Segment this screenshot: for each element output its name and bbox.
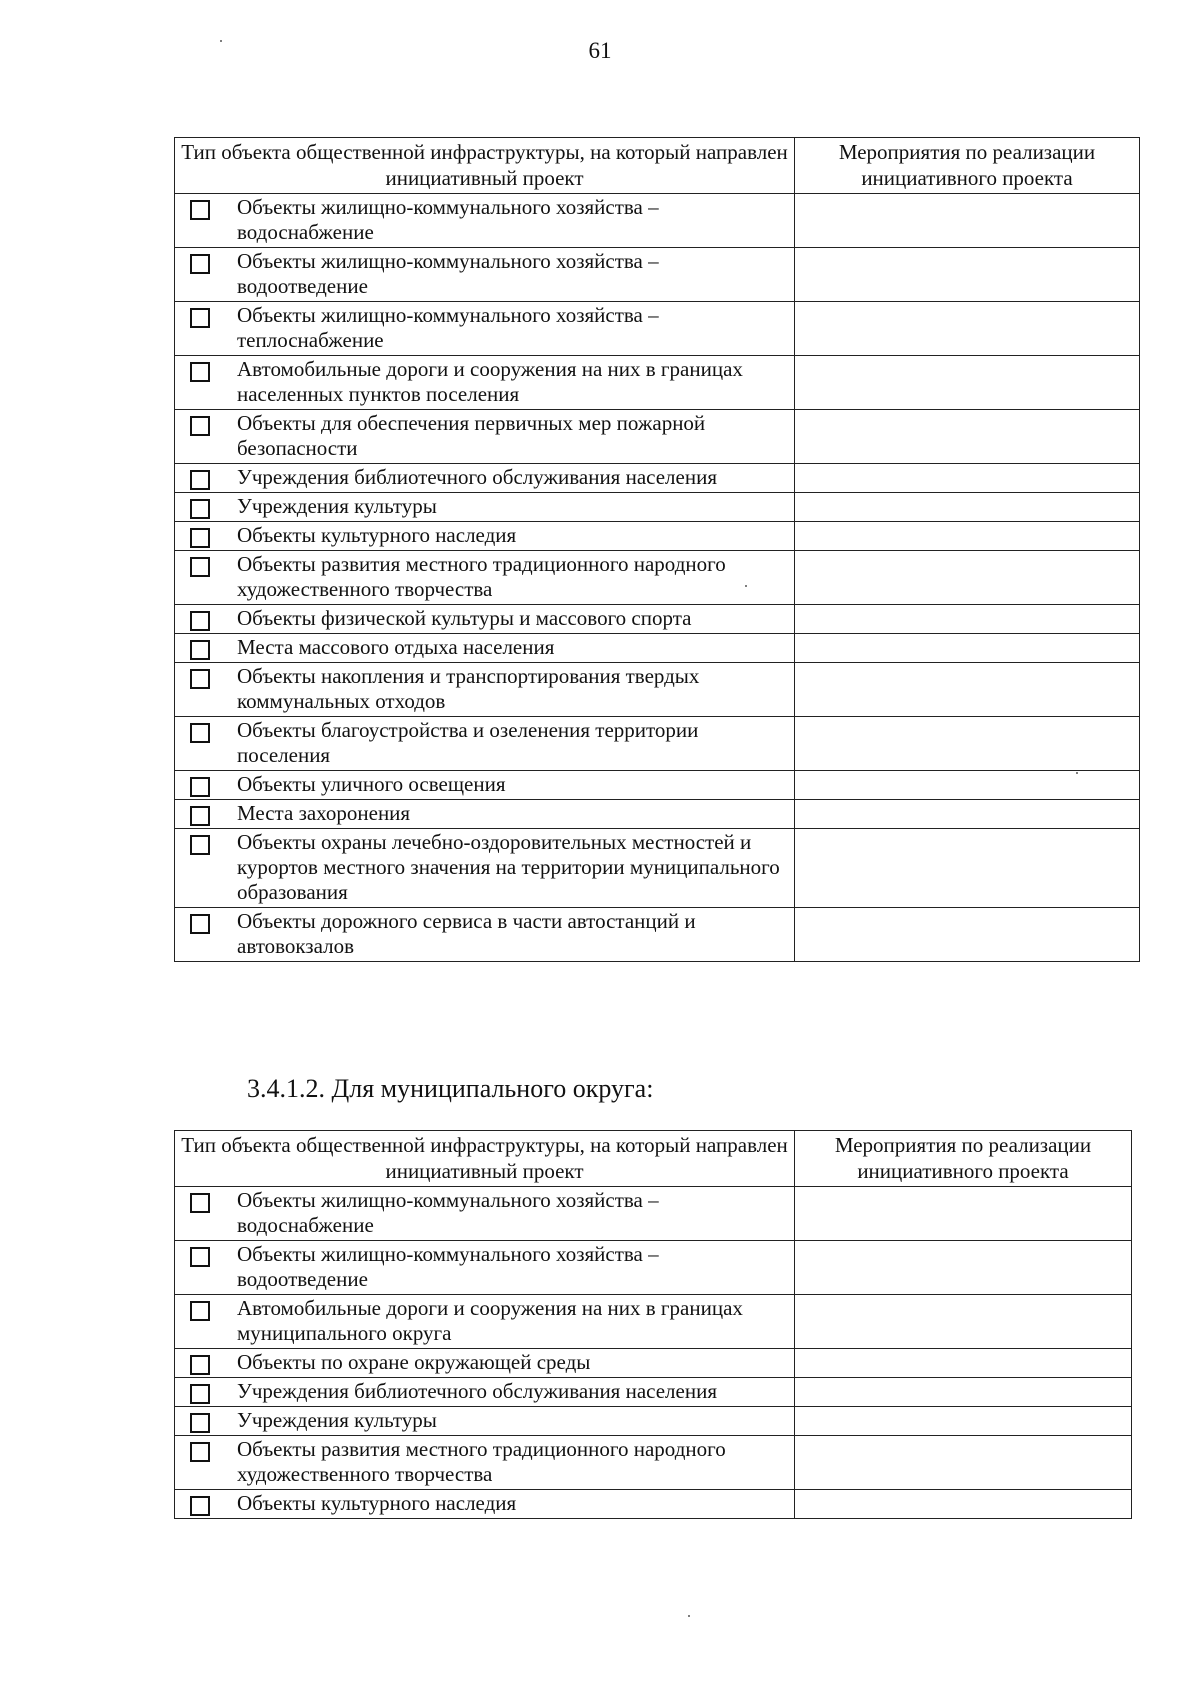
object-type-label: Объекты жилищно-коммунального хозяйства – водоотведение [237, 249, 659, 298]
object-type-checkbox[interactable] [190, 1247, 210, 1267]
measures-cell[interactable] [795, 634, 1140, 663]
measures-cell[interactable] [795, 194, 1140, 248]
table-header-row [175, 138, 1140, 194]
object-type-label: Объекты культурного наследия [237, 1491, 517, 1515]
object-type-cell [175, 663, 795, 717]
object-type-checkbox[interactable] [190, 1384, 210, 1404]
measures-cell[interactable] [795, 1187, 1132, 1241]
measures-cell[interactable] [795, 551, 1140, 605]
object-type-label: Учреждения библиотечного обслуживания населения [237, 1379, 717, 1403]
object-type-checkbox[interactable] [190, 1413, 210, 1433]
measures-cell[interactable] [795, 1349, 1132, 1378]
object-type-checkbox[interactable] [190, 914, 210, 934]
object-type-checkbox[interactable] [190, 362, 210, 382]
measures-cell[interactable] [795, 302, 1140, 356]
measures-cell[interactable] [795, 493, 1140, 522]
measures-cell[interactable] [795, 1295, 1132, 1349]
object-type-cell [175, 605, 795, 634]
object-type-checkbox[interactable] [190, 1442, 210, 1462]
measures-cell[interactable] [795, 1378, 1132, 1407]
table-row [175, 829, 1140, 908]
table-row [175, 908, 1140, 962]
object-type-checkbox[interactable] [190, 470, 210, 490]
object-type-cell [175, 493, 795, 522]
object-type-cell [175, 1378, 795, 1407]
table-row [175, 302, 1140, 356]
object-type-cell [175, 1349, 795, 1378]
object-type-checkbox[interactable] [190, 308, 210, 328]
measures-cell[interactable] [795, 800, 1140, 829]
object-type-label: Учреждения культуры [237, 1408, 437, 1432]
object-type-cell [175, 194, 795, 248]
object-type-label: Объекты физической культуры и массового спорта [237, 606, 692, 630]
object-type-cell [175, 800, 795, 829]
table-row [175, 1407, 1132, 1436]
object-type-label: Объекты жилищно-коммунального хозяйства – водоснабжение [237, 1188, 659, 1237]
table-row [175, 1490, 1132, 1519]
table-row [175, 1436, 1132, 1490]
measures-cell[interactable] [795, 410, 1140, 464]
object-type-cell [175, 634, 795, 663]
table-row [175, 522, 1140, 551]
object-type-checkbox[interactable] [190, 1496, 210, 1516]
object-type-label: Учреждения культуры [237, 494, 437, 518]
table-row [175, 1241, 1132, 1295]
table-row [175, 605, 1140, 634]
object-type-checkbox[interactable] [190, 640, 210, 660]
object-type-cell [175, 908, 795, 962]
table-row [175, 248, 1140, 302]
object-type-cell [175, 1187, 795, 1241]
table-row [175, 663, 1140, 717]
object-type-label: Объекты развития местного традиционного народного художественного творчества [237, 552, 726, 601]
measures-cell[interactable] [795, 1436, 1132, 1490]
table-row [175, 1187, 1132, 1241]
object-type-label: Объекты охраны лечебно-оздоровительных местностей и курортов местного значения на территории муниципального образования [237, 830, 780, 904]
object-type-cell [175, 248, 795, 302]
object-type-label: Объекты уличного освещения [237, 772, 506, 796]
table-row [175, 1295, 1132, 1349]
object-type-checkbox[interactable] [190, 669, 210, 689]
object-type-checkbox[interactable] [190, 499, 210, 519]
measures-cell[interactable] [795, 248, 1140, 302]
measures-cell[interactable] [795, 605, 1140, 634]
measures-cell[interactable] [795, 663, 1140, 717]
object-type-label: Объекты по охране окружающей среды [237, 1350, 591, 1374]
district-infrastructure-table [174, 1130, 1132, 1519]
measures-cell[interactable] [795, 1241, 1132, 1295]
object-type-checkbox[interactable] [190, 416, 210, 436]
object-type-label: Объекты дорожного сервиса в части автостанций и автовокзалов [237, 909, 696, 958]
object-type-checkbox[interactable] [190, 200, 210, 220]
object-type-cell [175, 1407, 795, 1436]
measures-cell[interactable] [795, 908, 1140, 962]
scan-speck [1076, 772, 1078, 774]
header-object-type: Тип объекта общественной инфраструктуры, на который направлен инициативный проект [175, 1131, 795, 1187]
table-row [175, 717, 1140, 771]
object-type-label: Объекты культурного наследия [237, 523, 517, 547]
object-type-cell [175, 522, 795, 551]
table-row [175, 493, 1140, 522]
object-type-checkbox[interactable] [190, 1355, 210, 1375]
object-type-checkbox[interactable] [190, 777, 210, 797]
settlement-infrastructure-table [174, 137, 1140, 962]
object-type-label: Объекты развития местного традиционного народного художественного творчества [237, 1437, 726, 1486]
object-type-label: Места массового отдыха населения [237, 635, 555, 659]
object-type-cell [175, 717, 795, 771]
object-type-cell [175, 771, 795, 800]
table-row [175, 410, 1140, 464]
header-measures: Мероприятия по реализации инициативного проекта [795, 138, 1140, 194]
object-type-label: Учреждения библиотечного обслуживания населения [237, 465, 717, 489]
object-type-checkbox[interactable] [190, 1301, 210, 1321]
object-type-cell [175, 1490, 795, 1519]
object-type-cell [175, 1241, 795, 1295]
object-type-label: Автомобильные дороги и сооружения на них в границах муниципального округа [237, 1296, 743, 1345]
object-type-cell [175, 829, 795, 908]
object-type-cell [175, 356, 795, 410]
table-header-row [175, 1131, 1132, 1187]
table-row [175, 1349, 1132, 1378]
table-row [175, 1378, 1132, 1407]
measures-cell[interactable] [795, 522, 1140, 551]
table-row [175, 800, 1140, 829]
object-type-cell [175, 464, 795, 493]
object-type-checkbox[interactable] [190, 723, 210, 743]
measures-cell[interactable] [795, 356, 1140, 410]
object-type-label: Объекты благоустройства и озеленения территории поселения [237, 718, 699, 767]
object-type-cell [175, 1295, 795, 1349]
header-object-type: Тип объекта общественной инфраструктуры, на который направлен инициативный проект [175, 138, 795, 194]
object-type-cell [175, 410, 795, 464]
object-type-cell [175, 1436, 795, 1490]
scan-speck [688, 1615, 690, 1617]
object-type-label: Места захоронения [237, 801, 411, 825]
object-type-label: Объекты для обеспечения первичных мер пожарной безопасности [237, 411, 706, 460]
measures-cell[interactable] [795, 464, 1140, 493]
measures-cell[interactable] [795, 717, 1140, 771]
header-measures: Мероприятия по реализации инициативного проекта [795, 1131, 1132, 1187]
object-type-cell [175, 551, 795, 605]
object-type-checkbox[interactable] [190, 1193, 210, 1213]
scan-speck [745, 585, 747, 587]
page-number: 61 [588, 38, 612, 63]
scan-speck [220, 40, 222, 42]
object-type-label: Объекты жилищно-коммунального хозяйства – водоснабжение [237, 195, 659, 244]
table-row [175, 194, 1140, 248]
table-row [175, 464, 1140, 493]
table-row [175, 356, 1140, 410]
object-type-checkbox[interactable] [190, 254, 210, 274]
object-type-label: Автомобильные дороги и сооружения на них в границах населенных пунктов поселения [237, 357, 743, 406]
measures-cell[interactable] [795, 1407, 1132, 1436]
object-type-checkbox[interactable] [190, 528, 210, 548]
measures-cell[interactable] [795, 771, 1140, 800]
table-row [175, 634, 1140, 663]
object-type-checkbox[interactable] [190, 806, 210, 826]
table-row [175, 771, 1140, 800]
object-type-checkbox[interactable] [190, 611, 210, 631]
object-type-cell [175, 302, 795, 356]
measures-cell[interactable] [795, 1490, 1132, 1519]
object-type-checkbox[interactable] [190, 835, 210, 855]
object-type-label: Объекты жилищно-коммунального хозяйства – теплоснабжение [237, 303, 659, 352]
table-row [175, 551, 1140, 605]
section-heading: 3.4.1.2. Для муниципального округа: [247, 1074, 654, 1103]
measures-cell[interactable] [795, 829, 1140, 908]
object-type-checkbox[interactable] [190, 557, 210, 577]
object-type-label: Объекты накопления и транспортирования твердых коммунальных отходов [237, 664, 700, 713]
object-type-label: Объекты жилищно-коммунального хозяйства – водоотведение [237, 1242, 659, 1291]
